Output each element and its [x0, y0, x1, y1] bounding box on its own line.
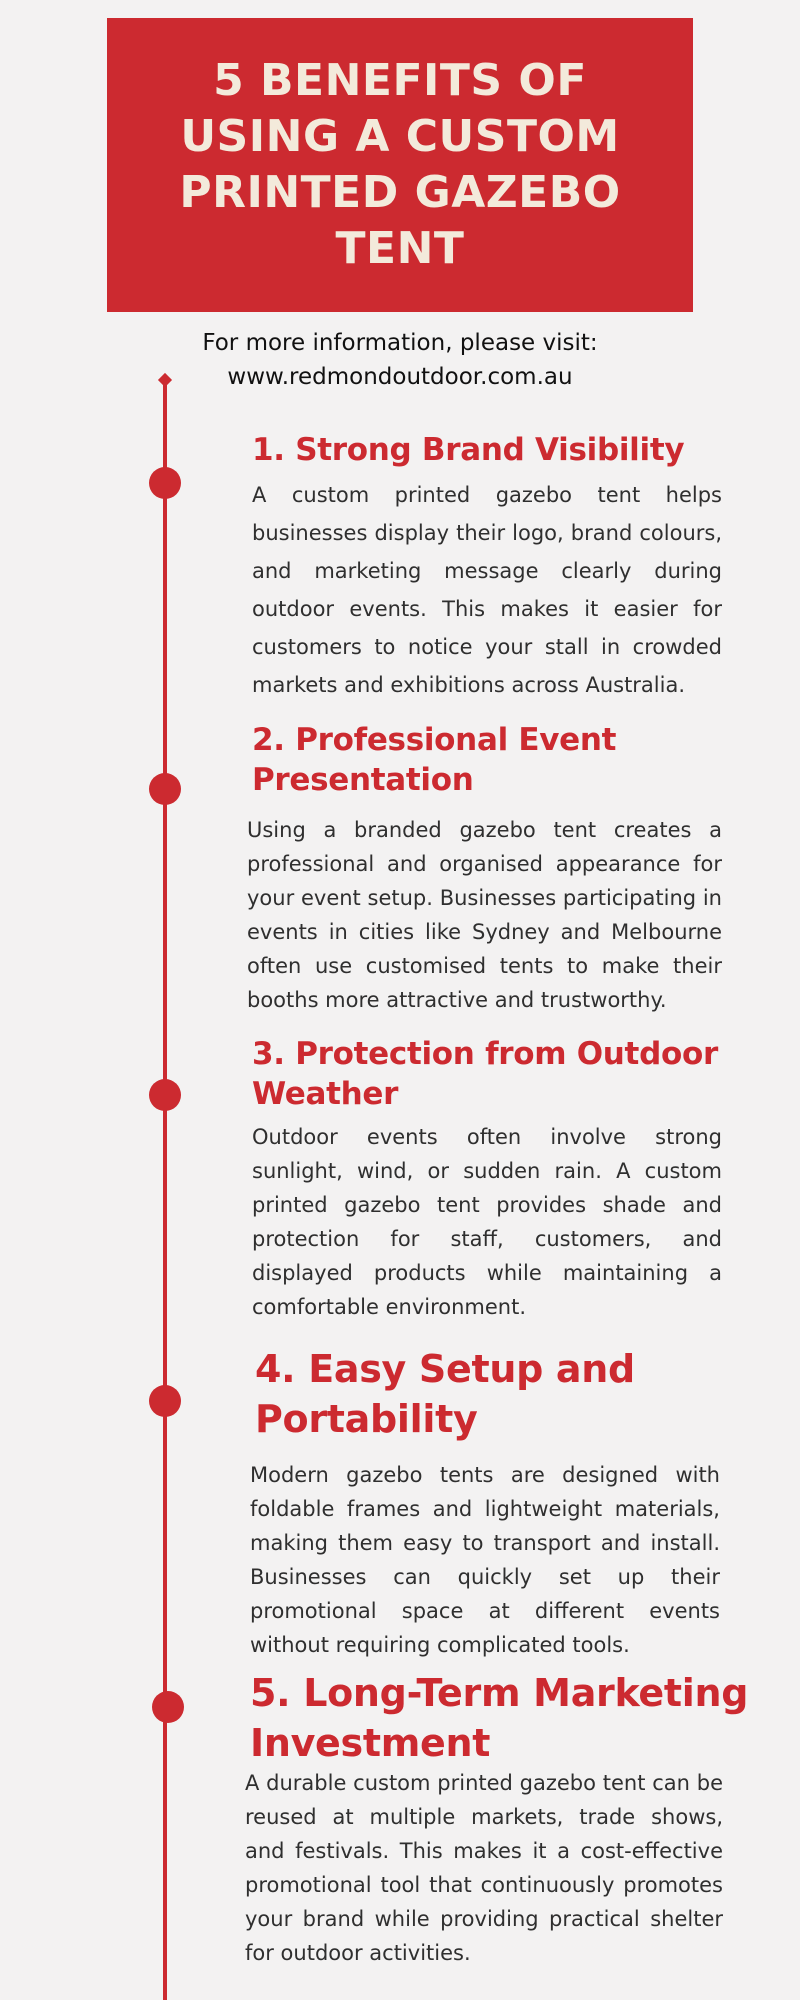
- benefit-body-5-wrap: [245, 1766, 723, 1970]
- benefit-body: Modern gazebo tents are designed with foldable frames and lightweight materials, making them easy to transport and install. Businesses can quickly set up their promotional space at different events without requiring complicated tools.: [250, 1463, 720, 1657]
- page-title: 5 BENEFITS OF USING A CUSTOM PRINTED GAZEBO TENT: [179, 55, 621, 274]
- benefit-title: 2. Professional Event Presentation: [252, 722, 617, 798]
- benefit-body: A durable custom printed gazebo tent can be reused at multiple markets, trade shows, and festivals. This makes it a cost-effective promotional tool that continuously promotes your brand while providing practical shelter for outdoor activities.: [245, 1771, 723, 1965]
- timeline-dot-1: [149, 467, 181, 499]
- title-banner: [107, 18, 693, 312]
- benefit-body: A custom printed gazebo tent helps businesses display their logo, brand colours, and marketing message clearly during outdoor events. This makes it easier for customers to notice your stall in crowded markets and exhibitions across Australia.: [252, 483, 722, 697]
- benefit-section-3: [252, 1034, 722, 1324]
- benefit-title: 5. Long-Term Marketing Investment: [250, 1671, 749, 1765]
- benefit-body: Outdoor events often involve strong sunlight, wind, or sudden rain. A custom printed gazebo tent provides shade and protection for staff, customers, and displayed products while maintaining a comfortable environment.: [252, 1125, 722, 1319]
- benefit-body: Using a branded gazebo tent creates a professional and organised appearance for your event setup. Businesses participating in events in cities like Sydney and Melbourne often use customised tents to make their booths more attractive and trustworthy.: [247, 818, 722, 1012]
- benefit-body-4-wrap: [250, 1458, 720, 1662]
- benefit-section-2: [252, 720, 722, 814]
- benefit-title: 1. Strong Brand Visibility: [252, 432, 685, 468]
- timeline-dot-3: [149, 1079, 181, 1111]
- benefit-title: 4. Easy Setup and Portability: [255, 1347, 635, 1441]
- info-line: For more information, please visit:: [202, 330, 598, 356]
- timeline-line: [163, 380, 167, 2000]
- timeline-dot-4: [149, 1385, 181, 1417]
- timeline-dot-2: [149, 773, 181, 805]
- benefit-section-4: [255, 1344, 725, 1454]
- benefit-title: 3. Protection from Outdoor Weather: [252, 1036, 718, 1112]
- benefit-section-1: [252, 430, 722, 704]
- benefit-section-5: [250, 1668, 750, 1768]
- info-block: [150, 326, 650, 394]
- benefit-body-2-wrap: [247, 813, 722, 1017]
- website-link[interactable]: www.redmondoutdoor.com.au: [227, 364, 573, 390]
- timeline-dot-5: [152, 1691, 184, 1723]
